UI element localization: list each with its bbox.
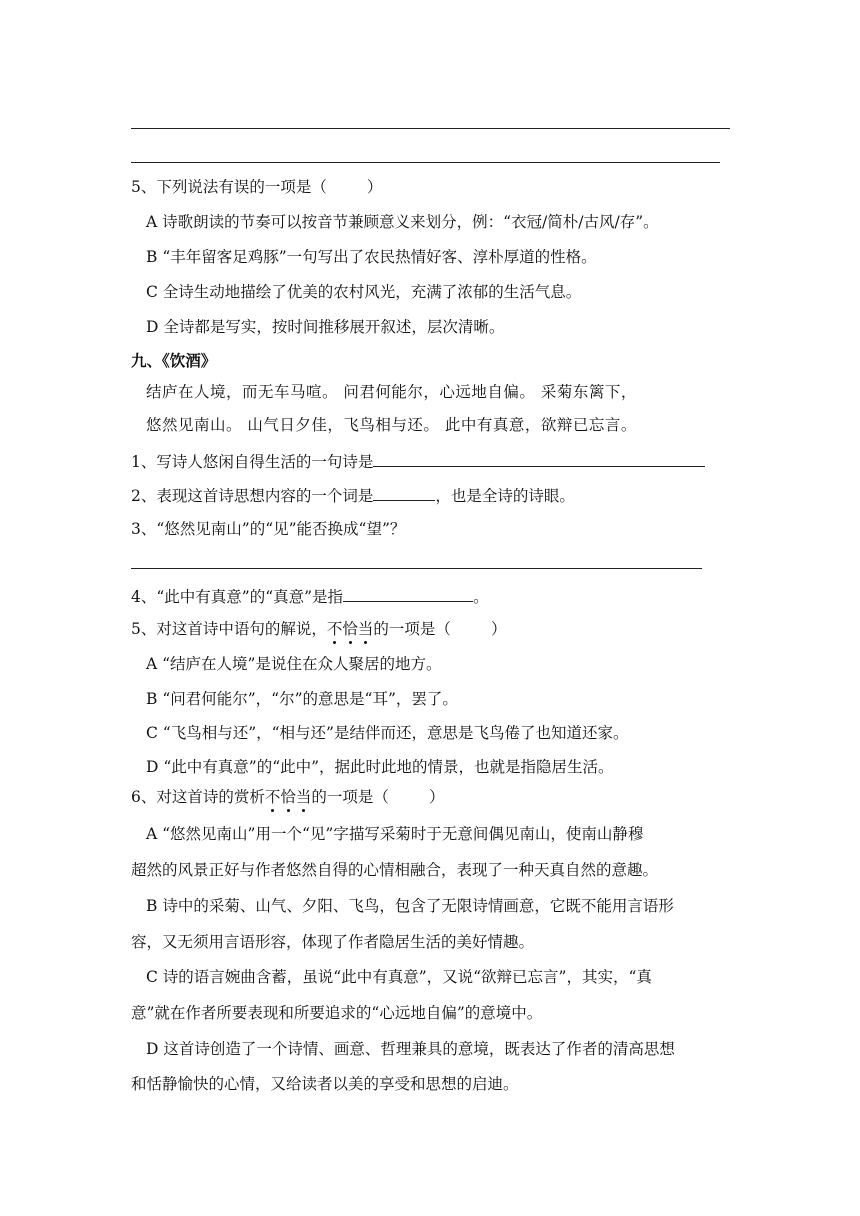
question-2: 2、表现这首诗思想内容的一个词是 ，也是全诗的诗眼。 [131, 483, 575, 507]
option-d: D “此中有真意”的“此中”，据此时此地的情景，也就是指隐居生活。 [146, 758, 614, 776]
option-a: A “结庐在人境”是说住在众人聚居的地方。 [146, 655, 442, 673]
option-c-line: C 诗的语言婉曲含蓄，虽说“此中有真意”，又说“欲辩已忘言”，其实，“真 [146, 968, 652, 986]
emphasis-char: 当 [295, 788, 312, 806]
poem-line: 悠然见南山。 山气日夕佳，飞鸟相与还。 此中有真意，欲辩已忘言。 [146, 416, 637, 434]
answer-line[interactable] [131, 568, 702, 569]
answer-blank[interactable] [373, 483, 435, 501]
question-4: 4、“此中有真意”的“真意”是指 。 [131, 584, 489, 608]
answer-blank[interactable] [343, 584, 473, 602]
option-b-line: 容，又无须用言语形容，体现了作者隐居生活的美好情趣。 [131, 933, 535, 951]
answer-line [131, 162, 720, 163]
emphasis-char: 不 [264, 788, 281, 806]
option-a-line: A “悠然见南山”用一个“见”字描写采菊时于无意间偶见南山，使南山静穆 [146, 825, 644, 843]
option-b: B “问君何能尔”，“尔”的意思是“耳”，罢了。 [146, 690, 458, 708]
emphasis-char: 当 [357, 620, 374, 638]
question-6: 6、对这首诗的赏析不恰当的一项是（ ） [131, 788, 445, 806]
option-c-line: 意”就在作者所要表现和所要追求的“心远地自偏”的意境中。 [131, 1004, 543, 1022]
option-a-line: 超然的风景正好与作者悠然自得的心情相融合，表现了一种天真自然的意趣。 [131, 861, 659, 879]
emphasis-char: 恰 [342, 620, 358, 638]
poem-line: 结庐在人境，而无车马喧。 问君何能尔，心远地自偏。 采菊东篱下， [146, 383, 637, 401]
option-c: C 全诗生动地描绘了优美的农村风光，充满了浓郁的生活气息。 [146, 283, 582, 301]
emphasis-char: 恰 [280, 788, 296, 806]
option-b-line: B 诗中的采菊、山气、夕阳、飞鸟，包含了无限诗情画意，它既不能用言语形 [146, 897, 674, 915]
option-c: C “飞鸟相与还”，“相与还”是结伴而还，意思是飞鸟倦了也知道还家。 [146, 724, 629, 742]
option-a: A 诗歌朗读的节奏可以按音节兼顾意义来划分，例：“衣冠/简朴/古风/存”。 [146, 213, 659, 231]
question-5: 5、对这首诗中语句的解说，不恰当的一项是（ ） [131, 620, 507, 638]
question-stem: 5、下列说法有误的一项是（ ） [131, 178, 383, 196]
answer-blank[interactable] [373, 449, 705, 467]
option-b: B “丰年留客足鸡豚”一句写出了农民热情好客、淳朴厚道的性格。 [146, 248, 597, 266]
section-heading: 九、《饮酒》 [131, 351, 217, 370]
question-1: 1、写诗人悠闲自得生活的一句诗是 [131, 449, 705, 473]
option-d: D 全诗都是写实，按时间推移展开叙述，层次清晰。 [146, 318, 505, 336]
emphasis-char: 不 [326, 620, 343, 638]
answer-line [131, 128, 730, 129]
option-d-line: D 这首诗创造了一个诗情、画意、哲理兼具的意境，既表达了作者的清高思想 [146, 1040, 675, 1058]
question-3: 3、“悠然见南山”的“见”能否换成“望”？ [131, 520, 406, 538]
option-d-line: 和恬静愉快的心情，又给读者以美的享受和思想的启迪。 [131, 1075, 519, 1093]
